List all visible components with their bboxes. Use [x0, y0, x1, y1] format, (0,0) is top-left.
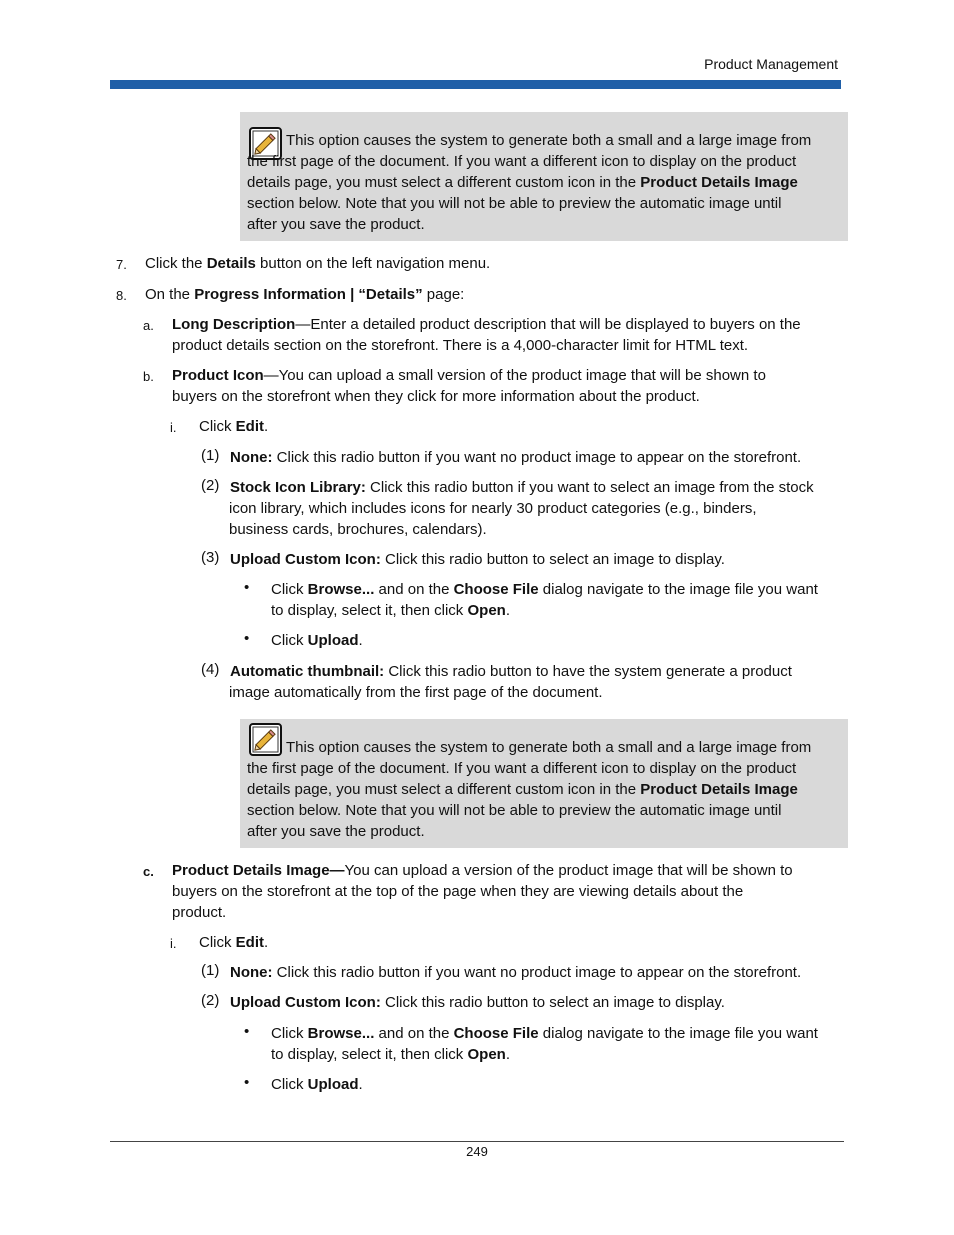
bullet: •: [244, 1023, 250, 1040]
substep-letter: c.: [143, 864, 154, 879]
option-upload-custom-text: Upload Custom Icon: Click this radio button to select an image to display.: [230, 994, 725, 1011]
step-8-text: On the Progress Information | “Details” page:: [145, 286, 465, 303]
option-number: (1): [201, 447, 220, 464]
header-bar: [110, 80, 841, 89]
browse-instruction-text: Click Browse... and on the Choose File dialog navigate to the image file you want to display, select it, then click Open.: [271, 581, 818, 619]
substep-roman: i.: [170, 420, 177, 435]
running-header: Product Management: [704, 56, 838, 72]
product-details-image-text: Product Details Image—You can upload a version of the product image that will be shown to buyers on the storefront at the top of the page when they are viewing details about the product.: [172, 862, 793, 921]
browse-instruction-text: Click Browse... and on the Choose File dialog navigate to the image file you want to display, select it, then click Open.: [271, 1025, 818, 1063]
page-number: 249: [466, 1144, 488, 1159]
click-edit-text: Click Edit.: [199, 418, 269, 435]
option-number: (3): [201, 549, 220, 566]
product-icon-text: Product Icon—You can upload a small version of the product image that will be shown to buyers on the storefront when they click for more information about the product.: [172, 367, 766, 405]
substep-letter: a.: [143, 318, 154, 333]
option-stock-icon-text: Stock Icon Library: Click this radio button if you want to select an image from the stock icon library, which includes icons for nearly 30 product categories (e.g., binders, business cards, brochures, calendars).: [229, 479, 814, 538]
step-number: 7.: [116, 257, 127, 272]
option-upload-custom-text: Upload Custom Icon: Click this radio button to select an image to display.: [230, 551, 725, 568]
option-number: (4): [201, 661, 220, 678]
option-number: (1): [201, 962, 220, 979]
option-automatic-thumbnail-text: Automatic thumbnail: Click this radio button to have the system generate a product image automatically from the first page of the document.: [229, 663, 792, 701]
long-description-text: Long Description—Enter a detailed product description that will be displayed to buyers on the product details section on the storefront. There is a 4,000-character limit for HTML text.: [172, 316, 801, 354]
click-upload-text: Click Upload.: [271, 632, 363, 649]
click-upload-text: Click Upload.: [271, 1076, 363, 1093]
option-none-text: None: Click this radio button if you want no product image to appear on the storefront.: [230, 449, 802, 466]
substep-roman: i.: [170, 936, 177, 951]
note-box: [240, 719, 848, 848]
step-number: 8.: [116, 288, 127, 303]
note-text: This option causes the system to generate both a small and a large image from the first page of the document. If you want a different icon to display on the product details page, you must select a different custom icon in the Product Details Image section below. Note that you will not be able to preview the automatic image until after you save the product.: [247, 132, 812, 233]
bullet: •: [244, 1074, 250, 1091]
note-box: [240, 112, 848, 241]
note-text: This option causes the system to generate both a small and a large image from the first page of the document. If you want a different icon to display on the product details page, you must select a different custom icon in the Product Details Image section below. Note that you will not be able to preview the automatic image until after you save the product.: [247, 739, 812, 840]
option-number: (2): [201, 992, 220, 1009]
bullet: •: [244, 579, 250, 596]
option-number: (2): [201, 477, 220, 494]
bullet: •: [244, 630, 250, 647]
click-edit-text: Click Edit.: [199, 934, 269, 951]
substep-letter: b.: [143, 369, 154, 384]
step-7-text: Click the Details button on the left navigation menu.: [145, 255, 491, 272]
footer-rule: [110, 1141, 844, 1142]
option-none-text: None: Click this radio button if you want no product image to appear on the storefront.: [230, 964, 802, 981]
